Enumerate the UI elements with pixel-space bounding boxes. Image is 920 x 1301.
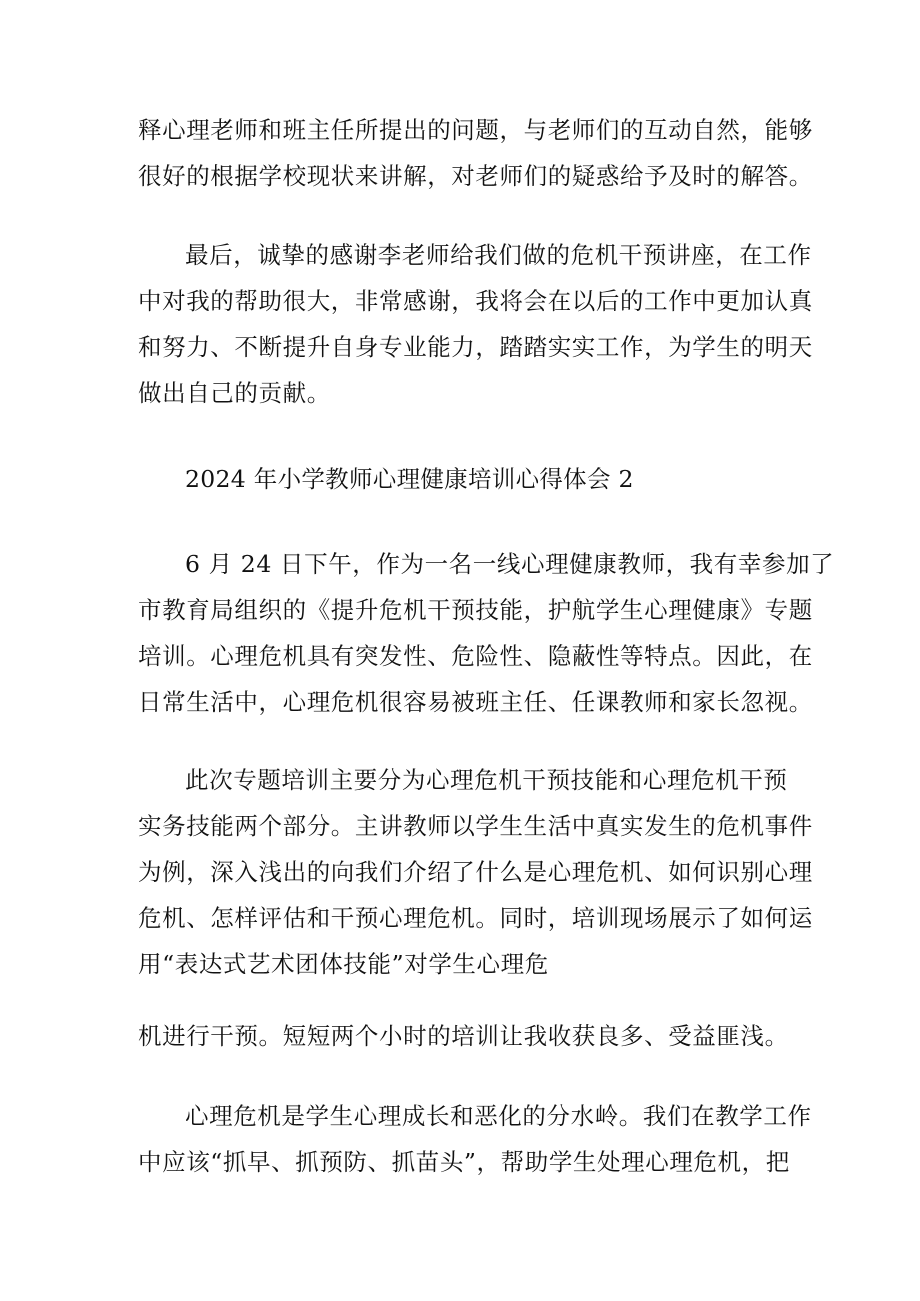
text-line: 为例，深入浅出的向我们介绍了什么是心理危机、如何识别心理 [138,858,813,886]
text-line: 6 月 24 日下午，作为一名一线心理健康教师，我有幸参加了 [185,550,835,578]
text-line: 危机、怎样评估和干预心理危机。同时，培训现场展示了如何运 [138,904,813,932]
text-line: 机进行干预。短短两个小时的培训让我收获良多、受益匪浅。 [138,1022,789,1050]
text-line: 释心理老师和班主任所提出的问题，与老师们的互动自然，能够 [138,116,813,144]
paragraph-1 [138,107,813,199]
text-line: 用“表达式艺术团体技能”对学生心理危 [138,950,549,978]
text-line: 此次专题培训主要分为心理危机干预技能和心理危机干预 [185,766,788,794]
section-heading: 2024 年小学教师心理健康培训心得体会 2 [185,465,634,493]
paragraph-3 [138,541,835,725]
text-line: 市教育局组织的《提升危机干预技能，护航学生心理健康》专题 [138,596,813,624]
text-line: 最后，诚挚的感谢李老师给我们做的危机干预讲座，在工作 [185,241,812,269]
text-line: 心理危机是学生心理成长和恶化的分水岭。我们在教学工作 [185,1102,812,1130]
text-line: 和努力、不断提升自身专业能力，踏踏实实工作，为学生的明天 [138,333,813,361]
text-line: 日常生活中，心理危机很容易被班主任、任课教师和家长忽视。 [138,688,813,716]
paragraph-2 [138,232,813,416]
text-line: 做出自己的贡献。 [138,379,331,407]
paragraph-6 [138,1093,812,1185]
paragraph-4 [138,757,813,987]
text-line: 中对我的帮助很大，非常感谢，我将会在以后的工作中更加认真 [138,287,813,315]
text-line: 培训。心理危机具有突发性、危险性、隐蔽性等特点。因此，在 [138,642,813,670]
text-line: 中应该“抓早、抓预防、抓苗头”，帮助学生处理心理危机，把 [138,1148,790,1176]
text-line: 很好的根据学校现状来讲解，对老师们的疑惑给予及时的解答。 [138,162,813,190]
paragraph-5 [138,1013,798,1059]
text-line: 实务技能两个部分。主讲教师以学生生活中真实发生的危机事件 [138,812,813,840]
